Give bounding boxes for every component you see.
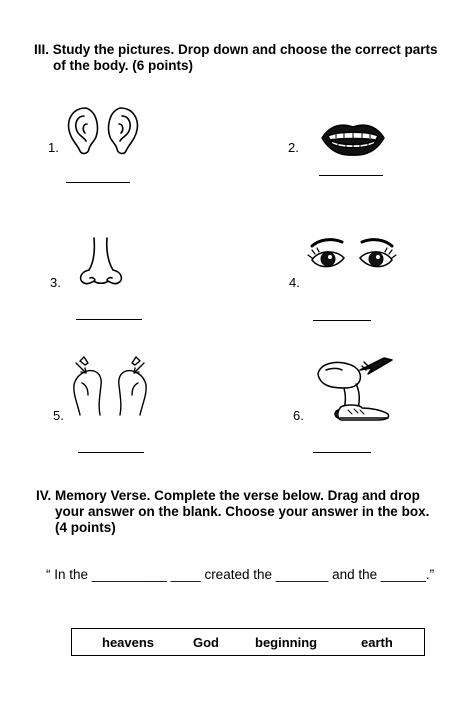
nose-icon: [72, 234, 132, 290]
ears-icon: [64, 104, 142, 156]
section-4-line-2: your answer on the blank. Choose your answer in the box.: [55, 504, 430, 519]
verse-text-4: and the: [328, 567, 381, 582]
section-3-instructions: [34, 42, 438, 74]
item-3-answer-blank[interactable]: [76, 319, 142, 320]
verse-text-3: created the: [200, 567, 276, 582]
section-3-line-1: III. Study the pictures. Drop down and choose the correct parts: [34, 42, 438, 57]
item-6-answer-blank[interactable]: [313, 452, 371, 453]
item-3-number: 3.: [50, 275, 61, 290]
word-bank-item-god[interactable]: God: [193, 635, 219, 650]
item-1-answer-blank[interactable]: [66, 182, 130, 183]
item-1-number: 1.: [48, 140, 59, 155]
word-bank-item-heavens[interactable]: heavens: [102, 635, 155, 650]
word-bank: [71, 628, 425, 656]
item-2-answer-blank[interactable]: [319, 175, 383, 176]
word-bank-item-beginning[interactable]: beginning: [255, 635, 318, 650]
shoulders-icon: [68, 355, 152, 417]
eyes-icon: [306, 236, 398, 278]
item-5-answer-blank[interactable]: [78, 452, 144, 453]
verse-blank-4[interactable]: ______: [380, 567, 426, 582]
section-4-line-1: IV. Memory Verse. Complete the verse below. Drag and drop: [36, 488, 420, 503]
section-4-instructions: [36, 488, 429, 536]
knee-icon: [308, 352, 400, 424]
item-4-number: 4.: [289, 275, 300, 290]
verse-blank-1[interactable]: __________: [91, 567, 167, 582]
memory-verse: [46, 567, 434, 582]
item-6-number: 6.: [293, 408, 304, 423]
mouth-icon: [318, 120, 388, 158]
verse-text-1: “ In the: [46, 567, 92, 582]
section-4-line-3: (4 points): [55, 520, 116, 535]
verse-text-5: .”: [425, 567, 435, 582]
item-2-number: 2.: [288, 140, 299, 155]
word-bank-item-earth[interactable]: earth: [361, 635, 393, 650]
verse-blank-3[interactable]: _______: [275, 567, 329, 582]
verse-blank-2[interactable]: ____: [170, 567, 201, 582]
item-4-answer-blank[interactable]: [313, 320, 371, 321]
item-5-number: 5.: [53, 408, 64, 423]
section-3-line-2: of the body. (6 points): [53, 58, 193, 73]
